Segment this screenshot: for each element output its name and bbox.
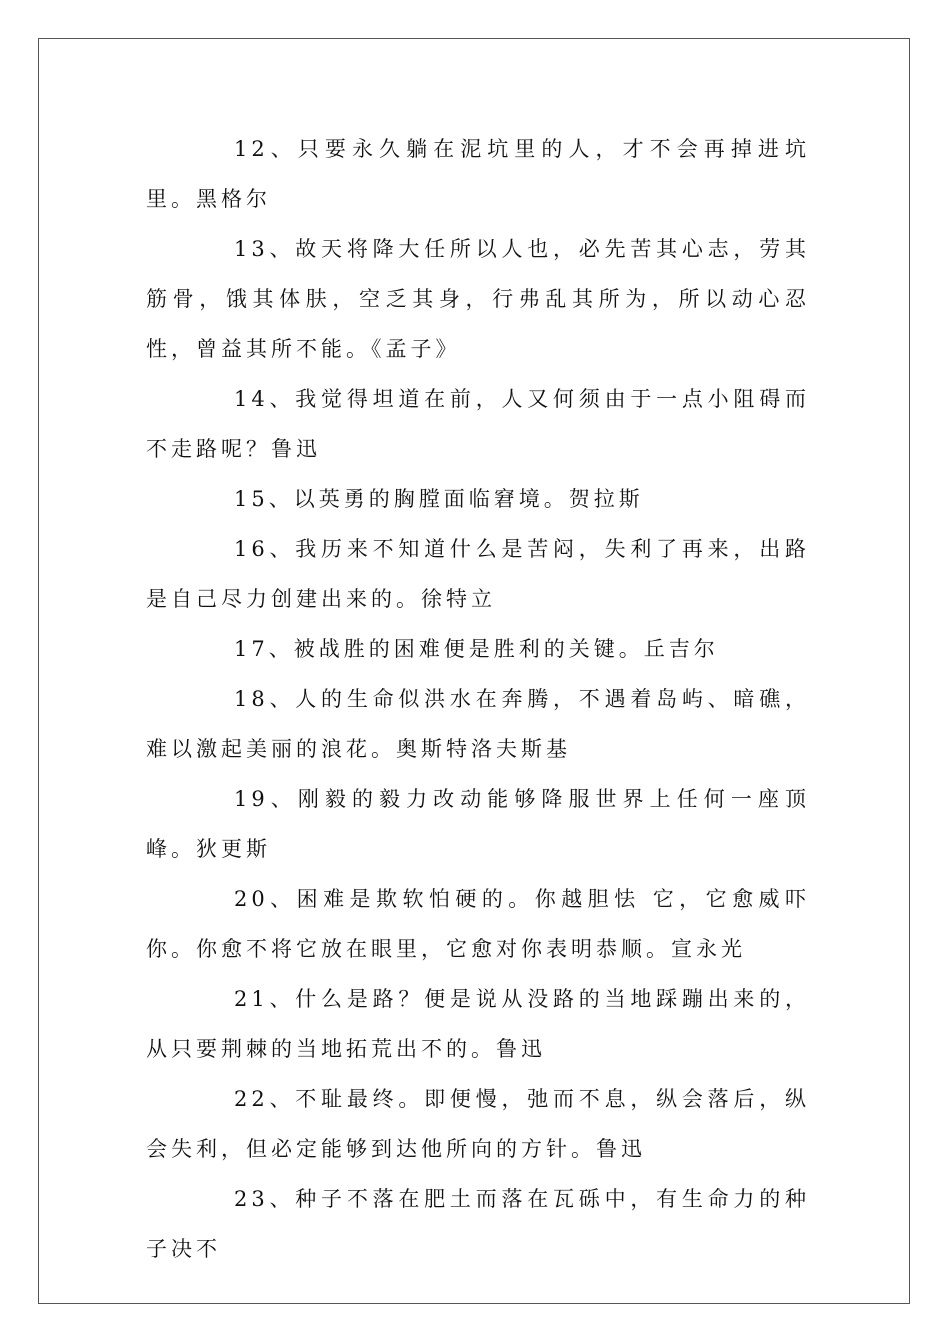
quote-21: 21、什么是路？便是说从没路的当地踩蹦出来的，从只要荆棘的当地拓荒出不的。鲁迅 (146, 987, 810, 1061)
quote-13: 13、故天将降大任所以人也，必先苦其心志，劳其筋骨，饿其体肤，空乏其身，行弗乱其所为，所以动心忍性，曾益其所不能。《孟子》 (146, 237, 810, 361)
quote-18: 18、人的生命似洪水在奔腾，不遇着岛屿、暗礁，难以激起美丽的浪花。奥斯特洛夫斯基 (146, 687, 810, 761)
quote-19: 19、刚毅的毅力改动能够降服世界上任何一座顶峰。狄更斯 (146, 787, 810, 861)
quote-23: 23、种子不落在肥土而落在瓦砾中，有生命力的种子决不 (146, 1187, 810, 1261)
quote-20: 20、困难是欺软怕硬的。你越胆怯 它，它愈威吓你。你愈不将它放在眼里，它愈对你表明恭顺。宣永光 (146, 887, 810, 961)
quote-17: 17、被战胜的困难便是胜利的关键。丘吉尔 (234, 637, 719, 661)
quote-14: 14、我觉得坦道在前，人又何须由于一点小阻碍而不走路呢？鲁迅 (146, 387, 810, 461)
quote-12: 12、只要永久躺在泥坑里的人，才不会再掉进坑里。黑格尔 (146, 137, 810, 211)
quote-list (146, 124, 810, 1274)
quote-22: 22、不耻最终。即便慢，弛而不息，纵会落后，纵会失利，但必定能够到达他所向的方针。鲁迅 (146, 1087, 810, 1161)
quote-15: 15、以英勇的胸膛面临窘境。贺拉斯 (234, 487, 644, 511)
quote-16: 16、我历来不知道什么是苦闷，失利了再来，出路是自己尽力创建出来的。徐特立 (146, 537, 810, 611)
